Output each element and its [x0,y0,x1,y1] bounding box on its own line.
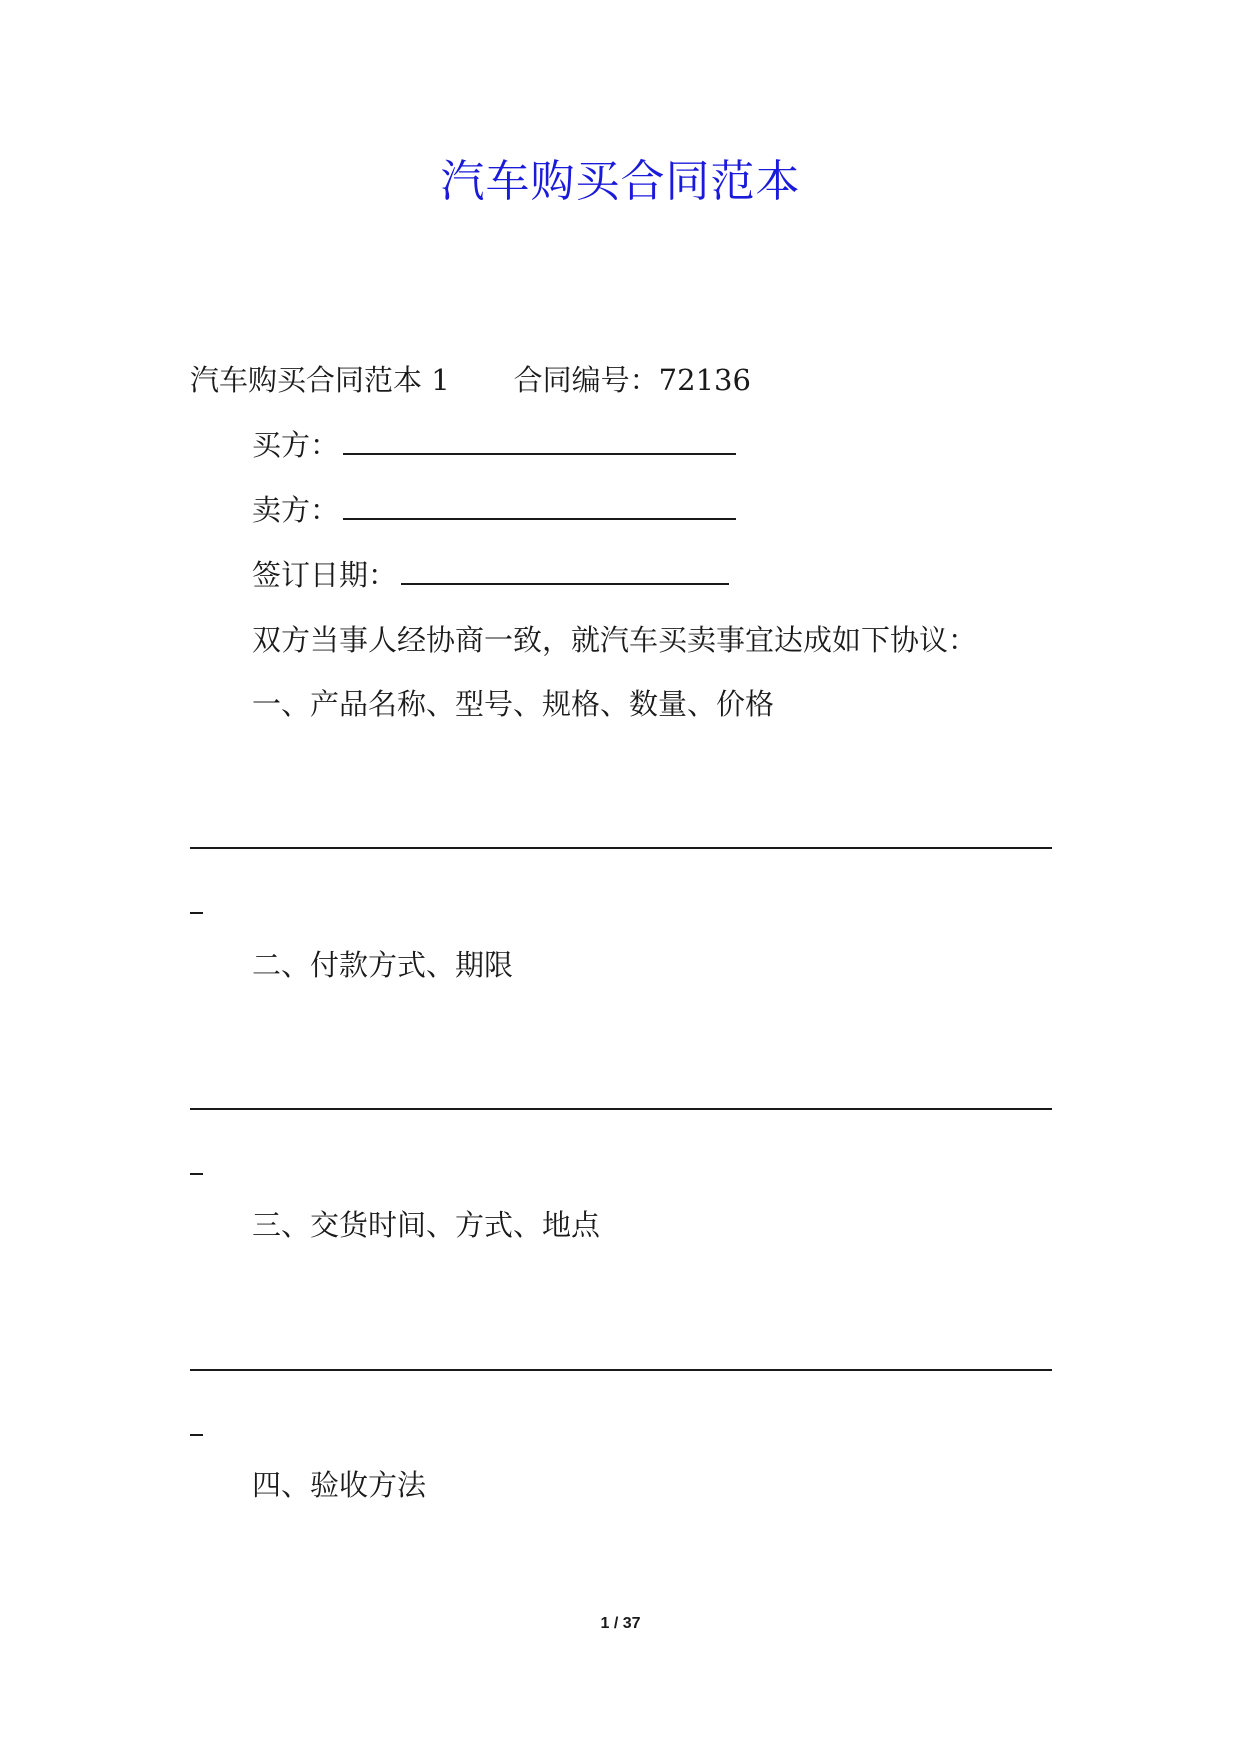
section-heading-3: 三、交货时间、方式、地点 [252,1208,601,1242]
buyer-blank[interactable] [343,425,736,455]
section-3-fill-line[interactable] [190,1369,1052,1371]
sign-date-label: 签订日期： [252,558,398,592]
document-title: 汽车购买合同范本 [440,156,801,207]
seller-label: 卖方： [252,493,340,527]
section-1-fill-line-end [190,912,203,914]
section-heading-2: 二、付款方式、期限 [252,948,514,982]
section-2-fill-line-end [190,1173,203,1175]
page-number: 1 / 37 [600,1615,641,1632]
sign-date-line [252,555,729,595]
section-3-fill-line-end [190,1434,203,1436]
intro-paragraph: 双方当事人经协商一致，就汽车买卖事宜达成如下协议： [252,623,978,657]
sign-date-blank[interactable] [401,555,729,585]
contract-header-line [190,360,751,400]
contract-heading: 汽车购买合同范本 1 [190,363,450,397]
section-1-fill-line[interactable] [190,847,1052,849]
section-heading-4: 四、验收方法 [252,1468,427,1502]
contract-number: 合同编号：72136 [513,363,751,397]
section-2-fill-line[interactable] [190,1108,1052,1110]
seller-blank[interactable] [343,490,736,520]
buyer-label: 买方： [252,428,340,462]
buyer-line [252,425,736,465]
seller-line [252,490,736,530]
section-heading-1: 一、产品名称、型号、规格、数量、价格 [252,687,775,721]
